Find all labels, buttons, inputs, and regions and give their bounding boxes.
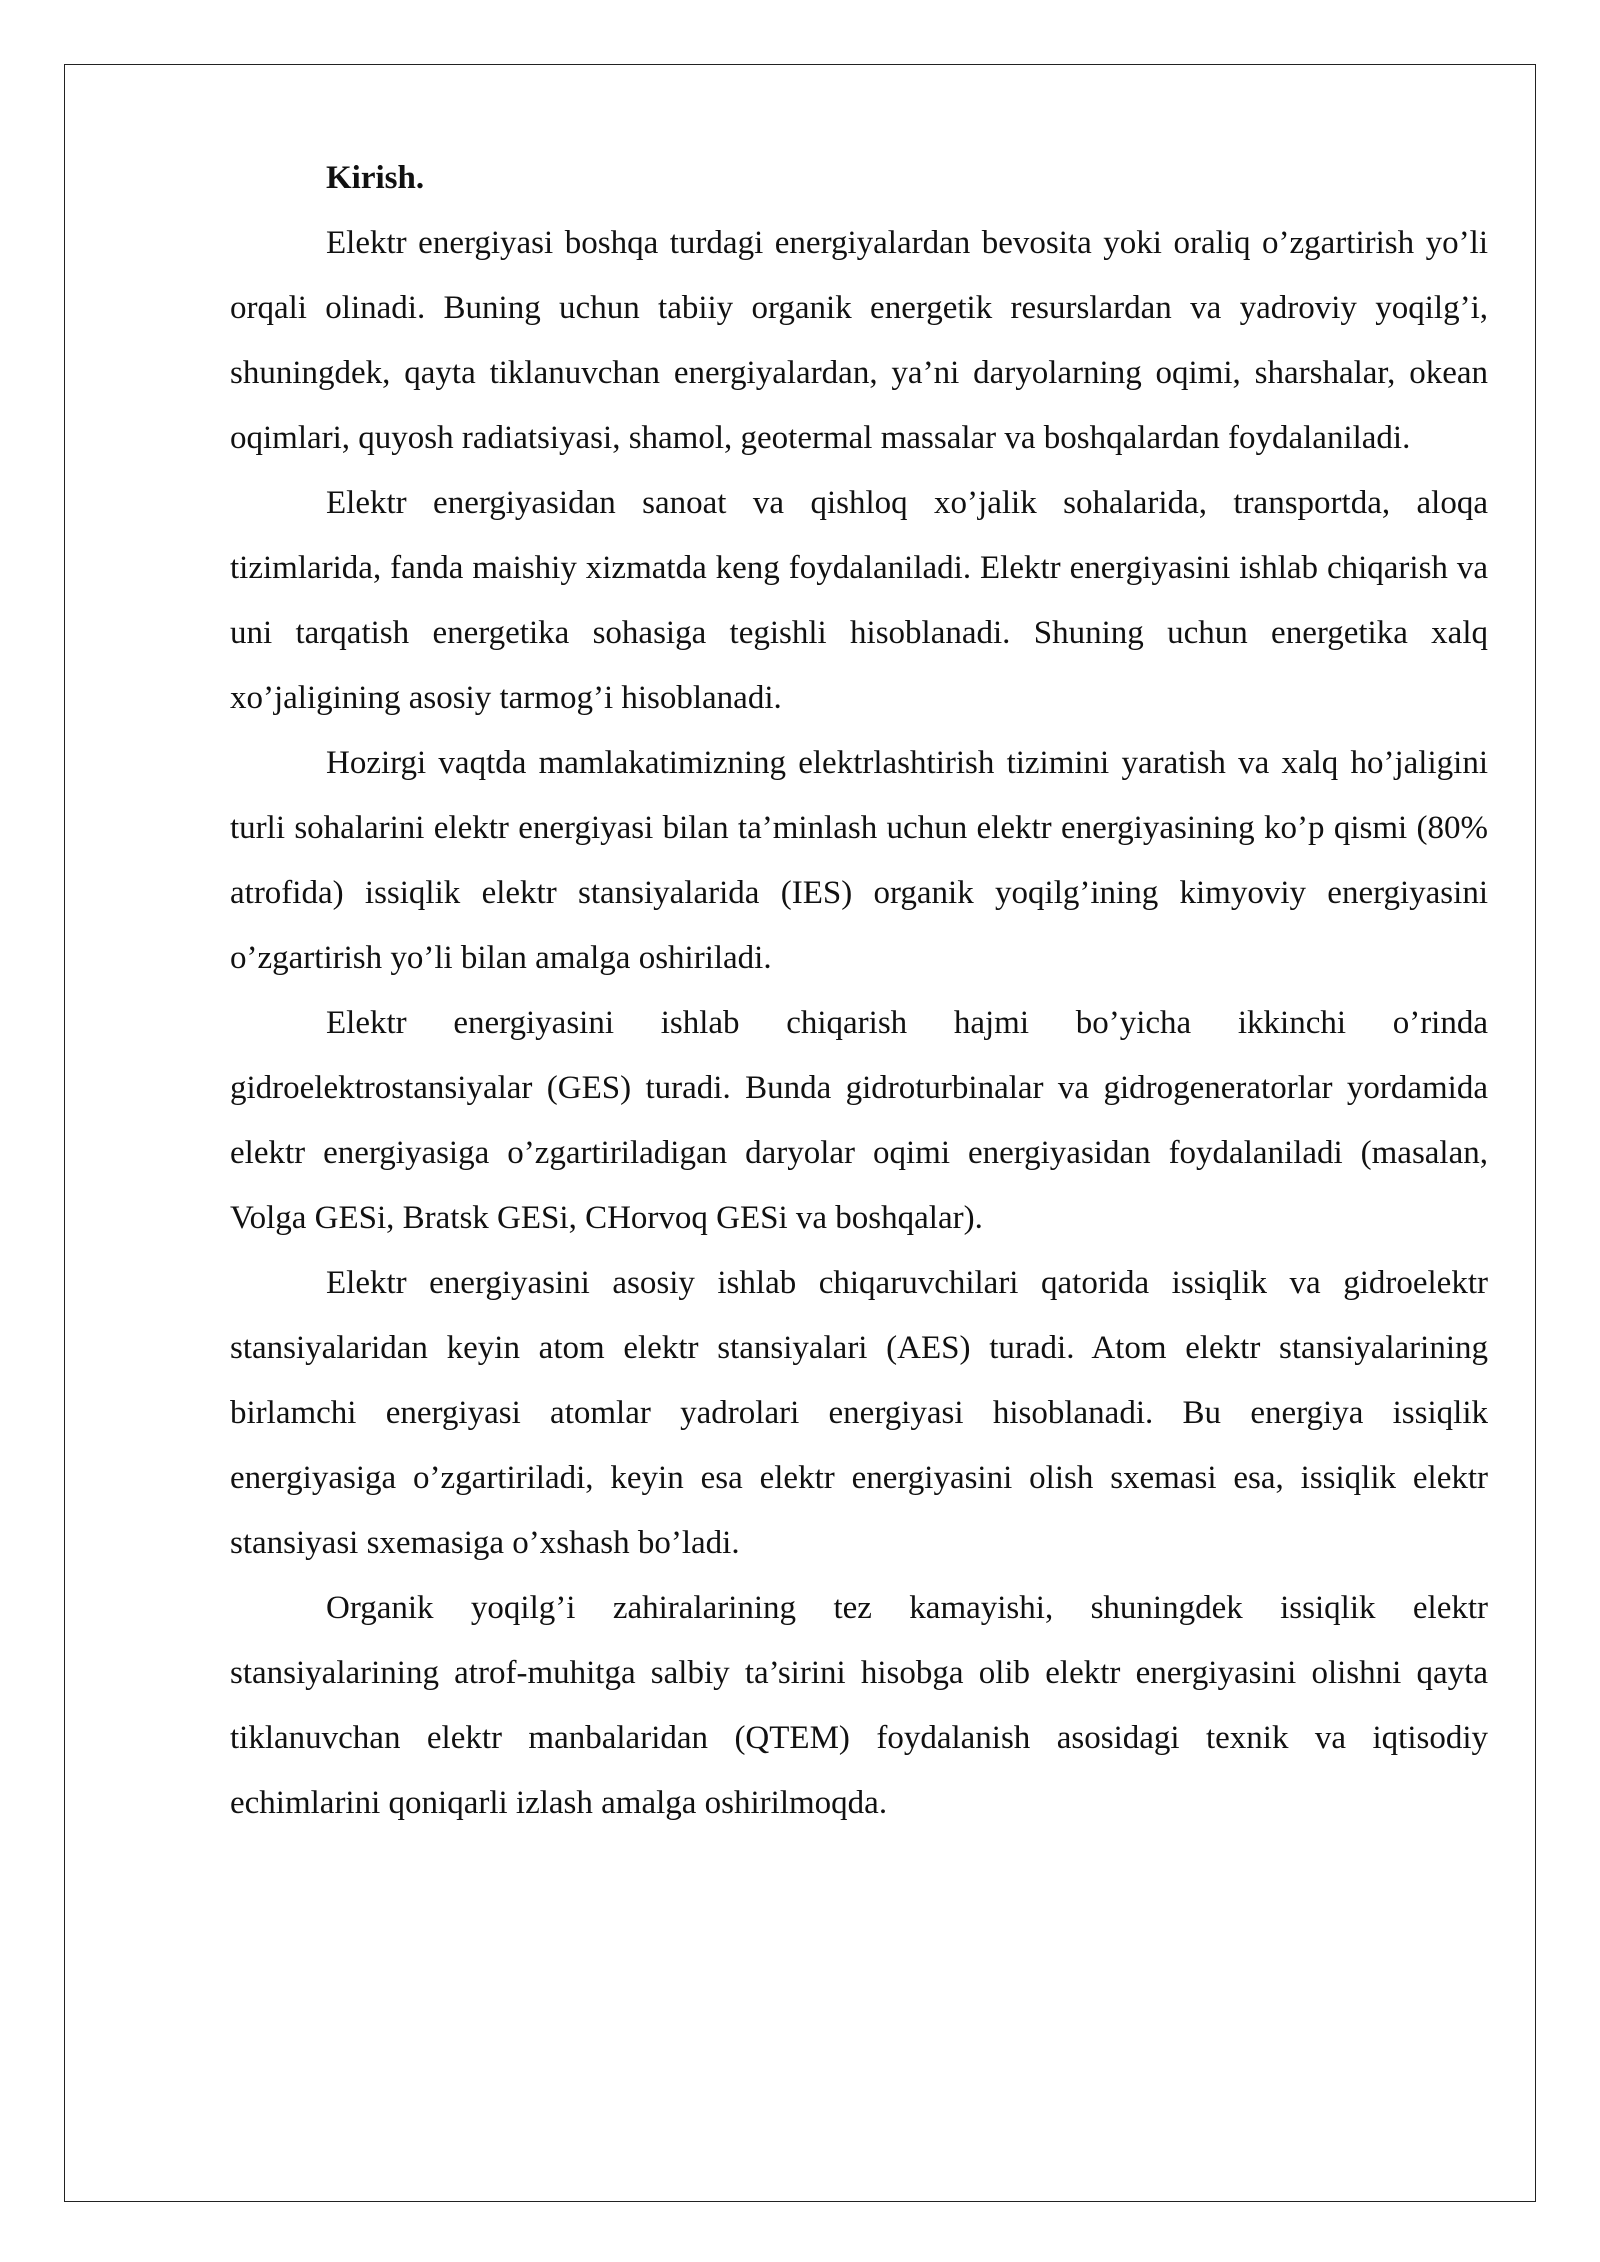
document-body	[230, 146, 1488, 1836]
paragraph-6: Organik yoqilg’i zahiralarining tez kamayishi, shuningdek issiqlik elektr stansiyalarining atrof-muhitga salbiy ta’sirini hisobga olib elektr energiyasini olishni qayta tiklanuvchan elektr manbalaridan (QTEM) foydalanish asosidagi texnik va iqtisodiy echimlarini qoniqarli izlash amalga oshirilmoqda.	[230, 1590, 1488, 1821]
paragraph-4: Elektr energiyasini ishlab chiqarish hajmi bo’yicha ikkinchi o’rinda gidroelektrostansiyalar (GES) turadi. Bunda gidroturbinalar va gidrogeneratorlar yordamida elektr energiyasiga o’zgartiriladigan daryolar oqimi energiyasidan foydalaniladi (masalan, Volga GESi, Bratsk GESi, CHorvoq GESi va boshqalar).	[230, 1005, 1488, 1236]
paragraph-3: Hozirgi vaqtda mamlakatimizning elektrlashtirish tizimini yaratish va xalq ho’jaligini turli sohalarini elektr energiyasi bilan ta’minlash uchun elektr energiyasining ko’p qismi (80% atrofida) issiqlik elektr stansiyalarida (IES) organik yoqilg’ining kimyoviy energiyasini o’zgartirish yo’li bilan amalga oshiriladi.	[230, 745, 1488, 976]
paragraph-1: Elektr energiyasi boshqa turdagi energiyalardan bevosita yoki oraliq o’zgartirish yo’li orqali olinadi. Buning uchun tabiiy organik energetik resurslardan va yadroviy yoqilg’i, shuningdek, qayta tiklanuvchan energiyalardan, ya’ni daryolarning oqimi, sharshalar, okean oqimlari, quyosh radiatsiyasi, shamol, geotermal massalar va boshqalardan foydalaniladi.	[230, 225, 1488, 456]
paragraph-5: Elektr energiyasini asosiy ishlab chiqaruvchilari qatorida issiqlik va gidroelektr stansiyalaridan keyin atom elektr stansiyalari (AES) turadi. Atom elektr stansiyalarining birlamchi energiyasi atomlar yadrolari energiyasi hisoblanadi. Bu energiya issiqlik energiyasiga o’zgartiriladi, keyin esa elektr energiyasini olish sxemasi esa, issiqlik elektr stansiyasi sxemasiga o’xshash bo’ladi.	[230, 1265, 1488, 1561]
section-heading: Kirish.	[326, 160, 425, 196]
paragraph-2: Elektr energiyasidan sanoat va qishloq xo’jalik sohalarida, transportda, aloqa tizimlarida, fanda maishiy xizmatda keng foydalaniladi. Elektr energiyasini ishlab chiqarish va uni tarqatish energetika sohasiga tegishli hisoblanadi. Shuning uchun energetika xalq xo’jaligining asosiy tarmog’i hisoblanadi.	[230, 485, 1488, 716]
